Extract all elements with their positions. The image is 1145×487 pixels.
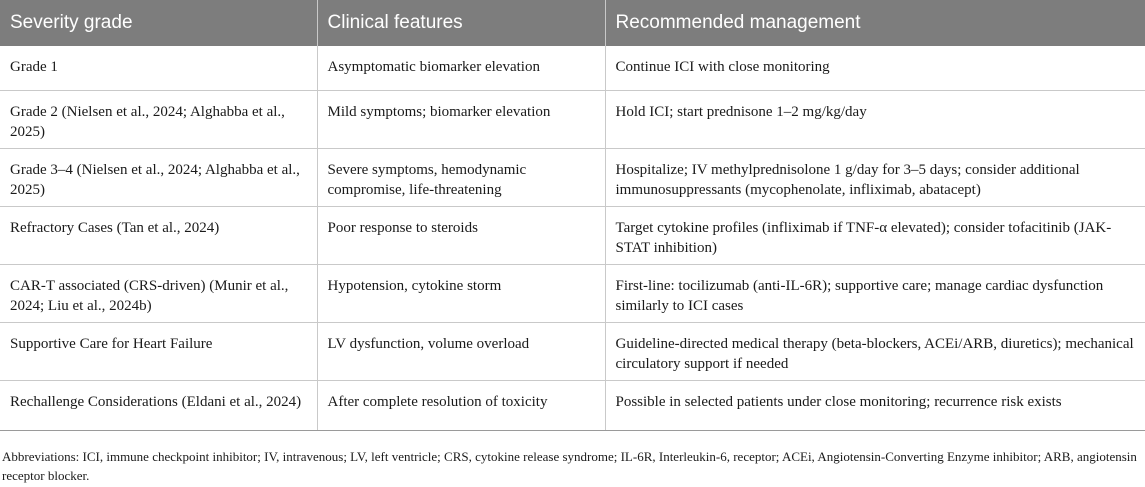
table-row [0,90,1145,148]
features-cell: Asymptomatic biomarker elevation [317,46,605,90]
features-cell: Mild symptoms; biomarker elevation [317,90,605,148]
table-row [0,206,1145,264]
severity-cell: Grade 1 [0,46,317,90]
severity-cell: Grade 2 (Nielsen et al., 2024; Alghabba et al., 2025) [0,90,317,148]
table-header [0,0,1145,46]
table-row [0,322,1145,380]
management-cell: Guideline-directed medical therapy (beta-blockers, ACEi/ARB, diuretics); mechanical circulatory support if needed [605,322,1145,380]
severity-cell: Supportive Care for Heart Failure [0,322,317,380]
features-cell: Hypotension, cytokine storm [317,264,605,322]
features-cell: After complete resolution of toxicity [317,380,605,430]
header-recommended-management: Recommended management [615,12,861,33]
management-cell: Hospitalize; IV methylprednisolone 1 g/day for 3–5 days; consider additional immunosuppressants (mycophenolate, infliximab, abatacept) [605,148,1145,206]
management-cell: First-line: tocilizumab (anti-IL-6R); supportive care; manage cardiac dysfunction similarly to ICI cases [605,264,1145,322]
features-cell: Poor response to steroids [317,206,605,264]
management-cell: Possible in selected patients under close monitoring; recurrence risk exists [605,380,1145,430]
abbreviations-footnote: Abbreviations: ICI, immune checkpoint inhibitor; IV, intravenous; LV, left ventricle; CRS, cytokine release syndrome; IL-6R, Interleukin-6, receptor; ACEi, Angiotensin-Converting Enzyme inhibitor; ARB, angiotensin receptor blocker. [2,449,1137,483]
features-cell: Severe symptoms, hemodynamic compromise, life-threatening [317,148,605,206]
severity-cell: Grade 3–4 (Nielsen et al., 2024; Alghabba et al., 2025) [0,148,317,206]
severity-cell: CAR-T associated (CRS-driven) (Munir et al., 2024; Liu et al., 2024b) [0,264,317,322]
header-row [0,0,1145,46]
table-body [0,46,1145,430]
table-row [0,380,1145,430]
management-cell: Hold ICI; start prednisone 1–2 mg/kg/day [605,90,1145,148]
features-cell: LV dysfunction, volume overload [317,322,605,380]
header-severity-grade: Severity grade [0,0,317,46]
header-clinical-features: Clinical features [317,0,605,46]
table-row [0,264,1145,322]
management-cell: Continue ICI with close monitoring [605,46,1145,90]
severity-cell: Refractory Cases (Tan et al., 2024) [0,206,317,264]
management-cell: Target cytokine profiles (infliximab if TNF-α elevated); consider tofacitinib (JAK-STAT inhibition) [605,206,1145,264]
table-row [0,46,1145,90]
severity-cell: Rechallenge Considerations (Eldani et al., 2024) [0,380,317,430]
table-row [0,148,1145,206]
